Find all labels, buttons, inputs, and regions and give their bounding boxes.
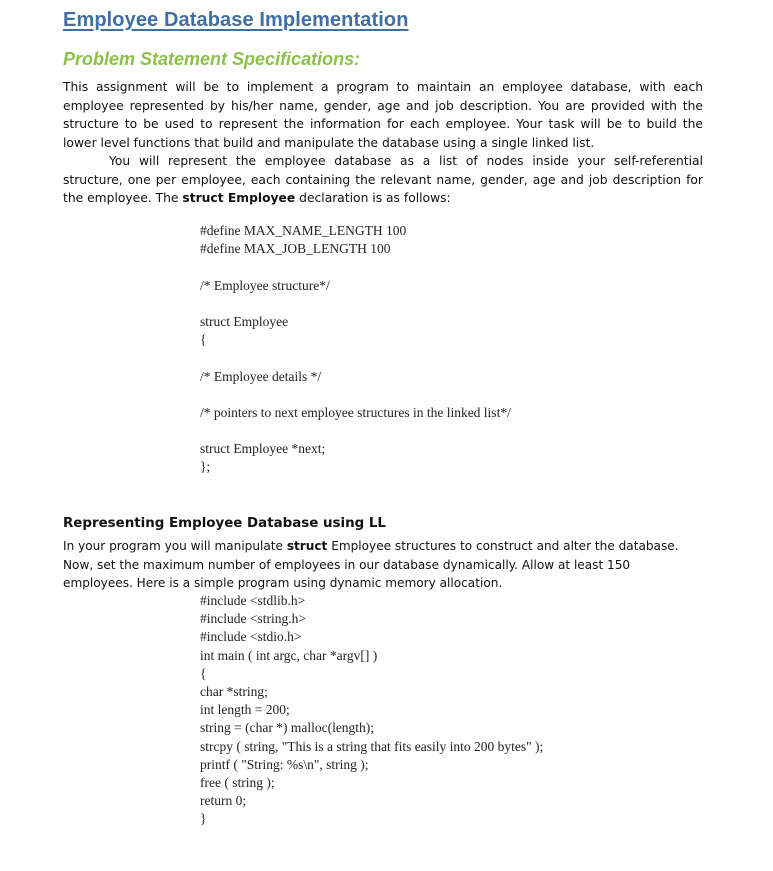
- code-line: struct Employee: [200, 313, 289, 329]
- paragraph-ll-line3: employees. Here is a simple program using dynamic memory allocation.: [63, 576, 503, 590]
- code-line: int main ( int argc, char *argv[] ): [200, 647, 378, 663]
- text-span: Employee structures to construct and alter the database.: [327, 539, 679, 553]
- paragraph-ll: [63, 537, 703, 593]
- code-block-main: [200, 592, 543, 828]
- paragraph-structure-bold: struct Employee: [182, 191, 296, 206]
- paragraph-structure: [63, 152, 703, 208]
- code-line: #include <stdio.h>: [200, 629, 302, 645]
- code-line: int length = 200;: [200, 702, 290, 718]
- code-line: #include <string.h>: [200, 611, 306, 627]
- text-span: In your program you will manipulate: [63, 539, 287, 553]
- paragraph-intro: This assignment will be to implement a program to maintain an employee database, with each employee represented by his/her name, gender, age and job description. You are provided with the structure to be used to represent the information for each employee. Your task will be to build the lower level functions that build and manipulate the database using a single linked list.: [63, 80, 703, 150]
- code-line: [200, 422, 511, 440]
- code-line: [200, 258, 511, 276]
- document-title: Employee Database Implementation: [63, 9, 409, 31]
- code-line: char *string;: [200, 683, 268, 699]
- code-block-struct: [200, 222, 511, 477]
- code-line: #define MAX_JOB_LENGTH 100: [200, 241, 391, 257]
- code-line: printf ( "String: %s\n", string );: [200, 756, 369, 772]
- code-line: };: [200, 459, 211, 475]
- code-line: /* Employee structure*/: [200, 277, 330, 293]
- code-line: string = (char *) malloc(length);: [200, 720, 375, 736]
- section-subtitle: Problem Statement Specifications:: [63, 49, 361, 69]
- section-heading-ll: Representing Employee Database using LL: [63, 516, 386, 531]
- paragraph-structure-part2: declaration is as follows:: [295, 191, 451, 206]
- code-line: struct Employee *next;: [200, 441, 326, 457]
- code-line: }: [200, 811, 207, 827]
- code-line: free ( string );: [200, 774, 275, 790]
- code-line: [200, 295, 511, 313]
- code-line: #include <stdlib.h>: [200, 593, 306, 608]
- code-line: /* pointers to next employee structures in the linked list*/: [200, 404, 511, 420]
- bold-span: struct: [286, 539, 328, 553]
- code-line: {: [200, 332, 207, 348]
- paragraph-ll-line2: Now, set the maximum number of employees in our database dynamically. Allow at least 150: [63, 557, 631, 572]
- paragraph-ll-line1: [63, 537, 703, 556]
- code-line: strcpy ( string, "This is a string that fits easily into 200 bytes" );: [200, 738, 544, 754]
- code-line: #define MAX_NAME_LENGTH 100: [200, 223, 407, 238]
- code-line: [200, 386, 511, 404]
- code-line: [200, 349, 511, 367]
- code-line: /* Employee details */: [200, 368, 322, 384]
- code-line: return 0;: [200, 793, 247, 809]
- code-line: {: [200, 665, 207, 681]
- paragraph-structure-part1: You will represent the employee database as a list of nodes inside your self-referential structure, one per employee, each containing the relevant name, gender, age and job description for the employee. The: [63, 154, 703, 206]
